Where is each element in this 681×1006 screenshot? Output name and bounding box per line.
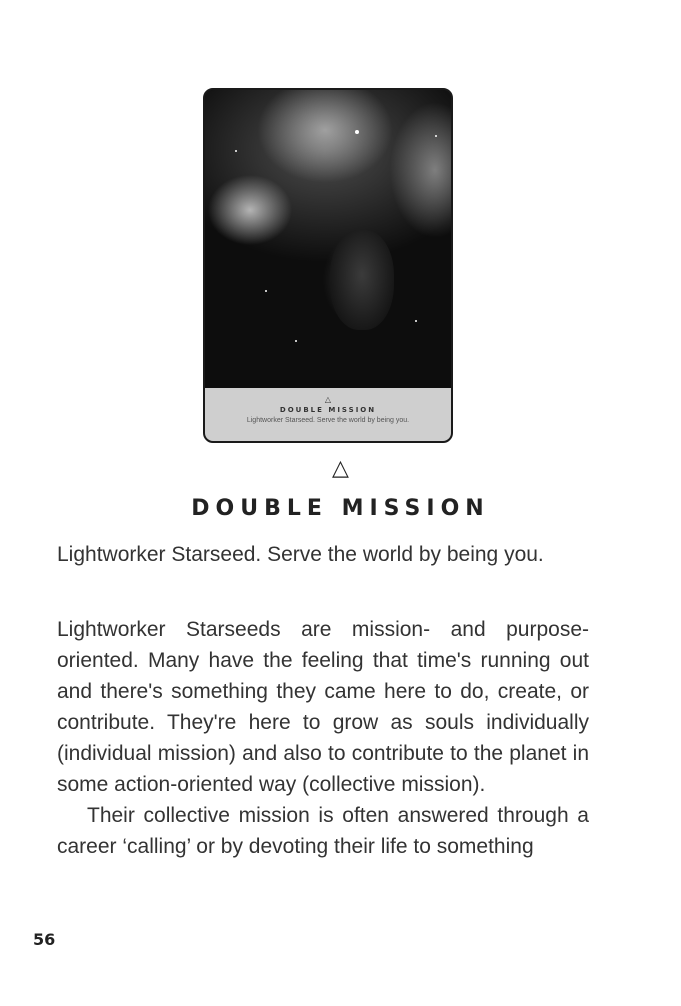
- card-caption-band: [205, 388, 451, 441]
- subtitle: Lightworker Starseed. Serve the world by being you.: [57, 543, 544, 566]
- page-number: 56: [33, 930, 56, 949]
- star: [355, 130, 359, 134]
- card-subtitle: Lightworker Starseed. Serve the world by being you.: [246, 417, 410, 424]
- body-text: [57, 614, 589, 862]
- triangle-icon: △: [332, 456, 349, 481]
- card-title: DOUBLE MISSION: [279, 406, 377, 414]
- star: [235, 150, 237, 152]
- star: [435, 135, 437, 137]
- face-silhouette: [330, 230, 394, 330]
- star: [295, 340, 297, 342]
- card-artwork: [205, 90, 451, 388]
- card-triangle-icon: △: [324, 395, 332, 404]
- paragraph: Their collective mission is often answered through a career ‘calling’ or by devoting their life to something: [57, 804, 589, 858]
- star: [265, 290, 267, 292]
- paragraph: Lightworker Starseeds are mission- and purpose-oriented. Many have the feeling that time's running out and there's something they came here to do, create, or contribute. They're here to grow as souls individually (individual mission) and also to contribute to the planet in some action-oriented way (collective mission).: [57, 618, 589, 796]
- oracle-card-image: [203, 88, 453, 443]
- star: [415, 320, 417, 322]
- page-title: DOUBLE MISSION: [191, 496, 490, 521]
